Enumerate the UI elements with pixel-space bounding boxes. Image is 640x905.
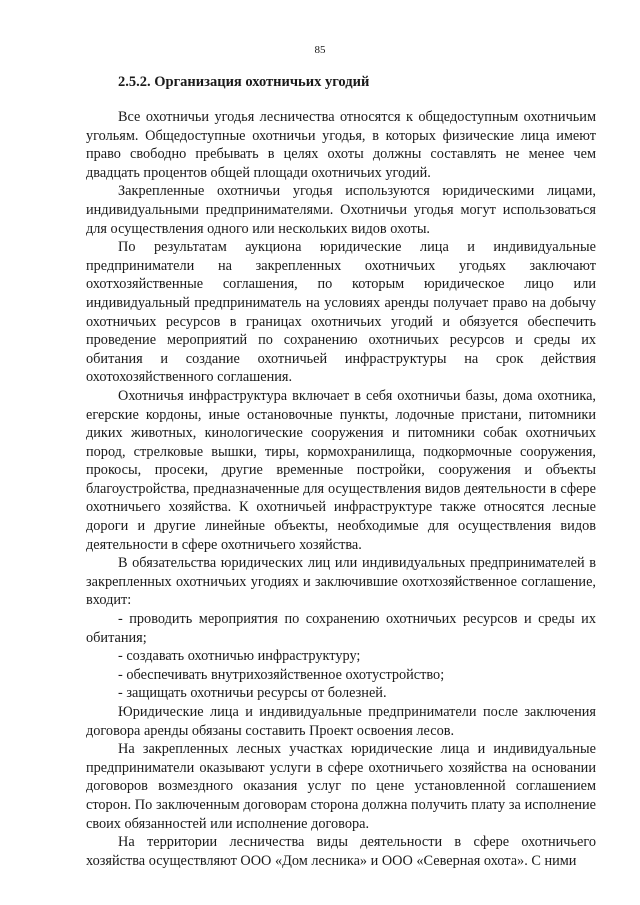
paragraph-public-hunting-grounds: Все охотничьи угодья лесничества относятся к общедоступным охотничьим угольям. Общедоступные охотничьи угодья, в которых физические лица имеют право свободно пребывать в целях охоты должны составлять не менее чем двадцать процентов общей площади охотничьих угодий. xyxy=(86,109,596,181)
list-item: - создавать охотничью инфраструктуру; xyxy=(118,648,361,665)
page-number: 85 xyxy=(314,44,326,56)
document-body xyxy=(86,108,596,870)
paragraph-hunting-services: На закрепленных лесных участках юридические лица и индивидуальные предприниматели оказывают услуги в сфере охотничьего хозяйства на основании договоров возмездного оказания услуг по цене установленной соглашением сторон. По заключенным договорам сторона должна получить плату за исполнение своих обязанностей или исполнение договора. xyxy=(86,741,596,832)
obligations-list xyxy=(86,610,596,703)
section-heading: 2.5.2. Организация охотничьих угодий xyxy=(118,74,370,90)
paragraph-hunting-infrastructure: Охотничья инфраструктура включает в себя охотничьи базы, дома охотника, егерские кордоны, иные остановочные пункты, лодочные пристани, питомники диких животных, кинологические сооружения и питомники собак охотничьих пород, стрелковые вышки, тиры, кормохранилища, подкормочные сооружения, прокосы, просеки, другие временные постройки, сооружения и объекты благоустройства, предназначенные для осуществления видов деятельности в сфере охотничьего хозяйства. К охотничьей инфраструктуре также относятся лесные дороги и другие линейные объекты, необходимые для осуществления видов деятельности в сфере охотничьего хозяйства. xyxy=(86,387,596,553)
list-item: - проводить мероприятия по сохранению охотничьих ресурсов и среды их обитания; xyxy=(86,611,596,646)
list-item: - обеспечивать внутрихозяйственное охотустройство; xyxy=(118,666,445,683)
paragraph-auction-agreements: По результатам аукциона юридические лица и индивидуальные предприниматели на закрепленных охотничьих угодьях заключают охотхозяйственные соглашения, по которым юридическое лицо или индивидуальный предприниматель на условиях аренды получает право на добычу охотничьих ресурсов в границах охотничьих угодий и обязуется обеспечить проведение мероприятий по сохранению охотничьих ресурсов и среды их обитания и создание охотничьей инфраструктуры на срок действия охотохозяйственного соглашения. xyxy=(86,239,596,386)
paragraph-hunting-companies: На территории лесничества виды деятельности в сфере охотничьего хозяйства осуществляют ООО «Дом лесника» и ООО «Северная охота». С ними xyxy=(86,834,596,869)
paragraph-obligations-intro: В обязательства юридических лиц или индивидуальных предпринимателей в закрепленных охотничьих угодиях и заключившие охотхозяйственное соглашение, входит: xyxy=(86,555,596,609)
paragraph-assigned-hunting-grounds: Закрепленные охотничьи угодья используются юридическими лицами, индивидуальными предпринимателями. Охотничьи угодья могут использоваться для осуществления одного или нескольких видов охоты. xyxy=(86,183,596,237)
list-item: - защищать охотничьи ресурсы от болезней. xyxy=(118,685,387,702)
paragraph-forest-development-project: Юридические лица и индивидуальные предприниматели после заключения договора аренды обязаны составить Проект освоения лесов. xyxy=(86,704,596,739)
